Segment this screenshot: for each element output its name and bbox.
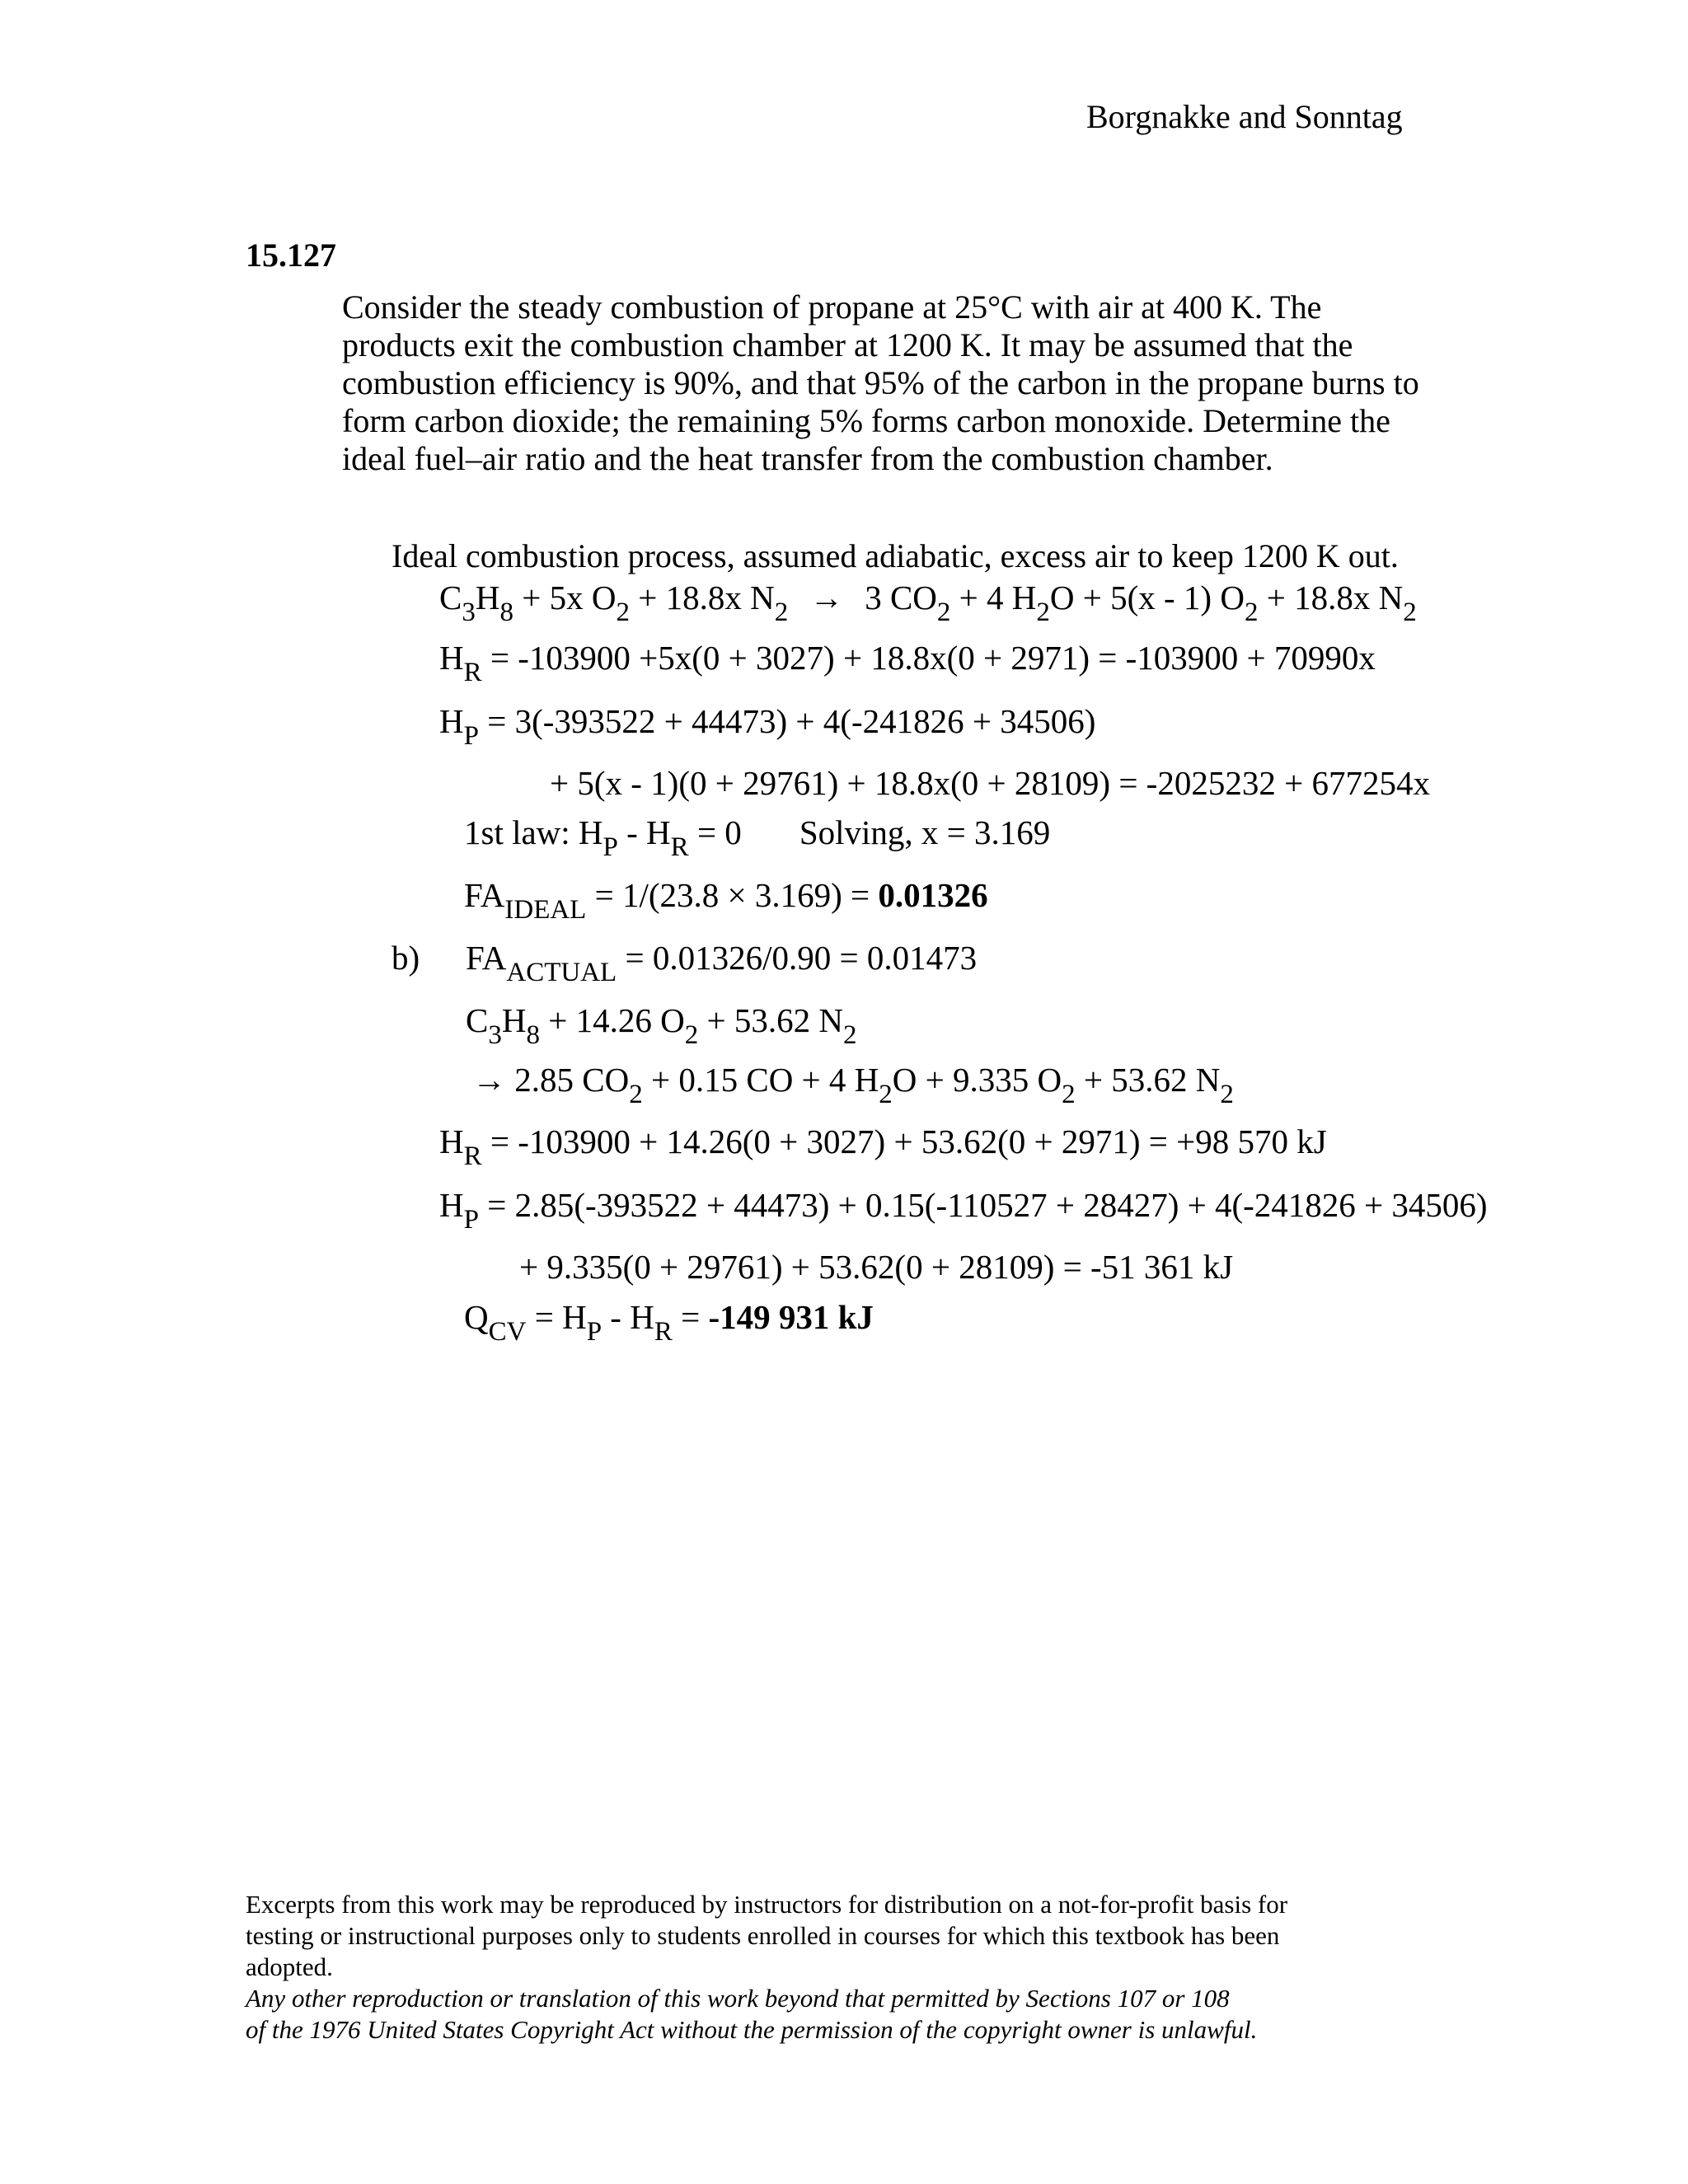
heat-transfer: $Q_{CV} = H_P - H_R = -149$ 931 kJ [464,1298,874,1347]
reactants-actual: $C_3H_8 + 14.26$ $O_2 + 53.62$ $N_2$ [466,1001,857,1050]
footer-line: testing or instructional purposes only to students enrolled in courses for which this textbook has been [246,1921,1280,1950]
fa-ideal: $FA_{IDEAL} = 1/(23.8 \times 3.169) = 0.01326$ [464,876,988,925]
statement-line: ideal fuel–air ratio and the heat transfer from the combustion chamber. [342,440,1273,477]
hp-ideal: $H_P = 3(-393522 + 44473) + 4(-241826 + 34506)$ [439,702,1096,751]
statement-line: combustion efficiency is 90%, and that 95% of the carbon in the propane burns to [342,364,1419,401]
hp-actual: $H_P = 2.85(-393522 + 44473) + 0.15(-110527 + 28427) + 4(-241826 + 34506)$ [439,1186,1488,1235]
footer-line: Excerpts from this work may be reproduced by instructors for distribution on a not-for-profit basis for [246,1890,1288,1919]
footer-line: adopted. Any other reproduction or translation of this work beyond that permitted by Sections 107 or 108 [246,1952,1230,2013]
problem-number: 15.127 [246,237,336,274]
hr-actual: $H_R = -103900 + 14.26(0 + 3027) + 53.62(0 + 2971) = +98$ 570 kJ [439,1122,1327,1171]
fa-actual: $FA_{ACTUAL} = 0.01326/0.90 = 0.01473$ [466,939,978,987]
hr-ideal: $H_R = -103900 +5x(0 + 3027) + 18.8x(0 + 2971) = -103900 + 70990x$ [439,639,1376,687]
statement-line: form carbon dioxide; the remaining 5% forms carbon monoxide. Determine the [342,402,1390,439]
statement-line: Consider the steady combustion of propane at 25°C with air at 400 K. The [342,288,1322,326]
products-actual: → 2.85 $CO_2 + 0.15$ CO + 4 $H_2O + 9.335$ $O_2 + 53.62$ $N_2$ [472,1061,1234,1109]
hp-actual-continued: + 9.335(0 + 29761) + 53.62(0 + 28109) = -51 361 kJ [519,1248,1234,1286]
first-law: 1st law: $H_P - H_R = 0$ Solving, x = 3.169 [464,813,1051,862]
part-b-label: b) [392,939,420,977]
footer-line: of the 1976 United States Copyright Act without the permission of the copyright owner is unlawful. [246,2015,1258,2044]
copyright-footer [246,1889,1287,2046]
reaction-ideal: $C_3H_8 + 5x$ $O_2 + 18.8x$ $N_2 \to 3$ $CO_2 + 4$ $H_2O + 5(x - 1) O_2 + 18.8x$ $N_2$ [439,579,1417,627]
hp-ideal-continued: + 5(x - 1)(0 + 29761) + 18.8x(0 + 28109) = -2025232 + 677254x [550,764,1430,802]
statement-line: products exit the combustion chamber at 1200 K. It may be assumed that the [342,326,1353,363]
heat-transfer-result: -149 931 kJ [708,1298,874,1336]
running-head: Borgnakke and Sonntag [1086,98,1403,135]
fa-ideal-result: 0.01326 [878,876,988,914]
solution-intro: Ideal combustion process, assumed adiabatic, excess air to keep 1200 K out. [392,537,1399,574]
problem-statement [342,288,1463,478]
